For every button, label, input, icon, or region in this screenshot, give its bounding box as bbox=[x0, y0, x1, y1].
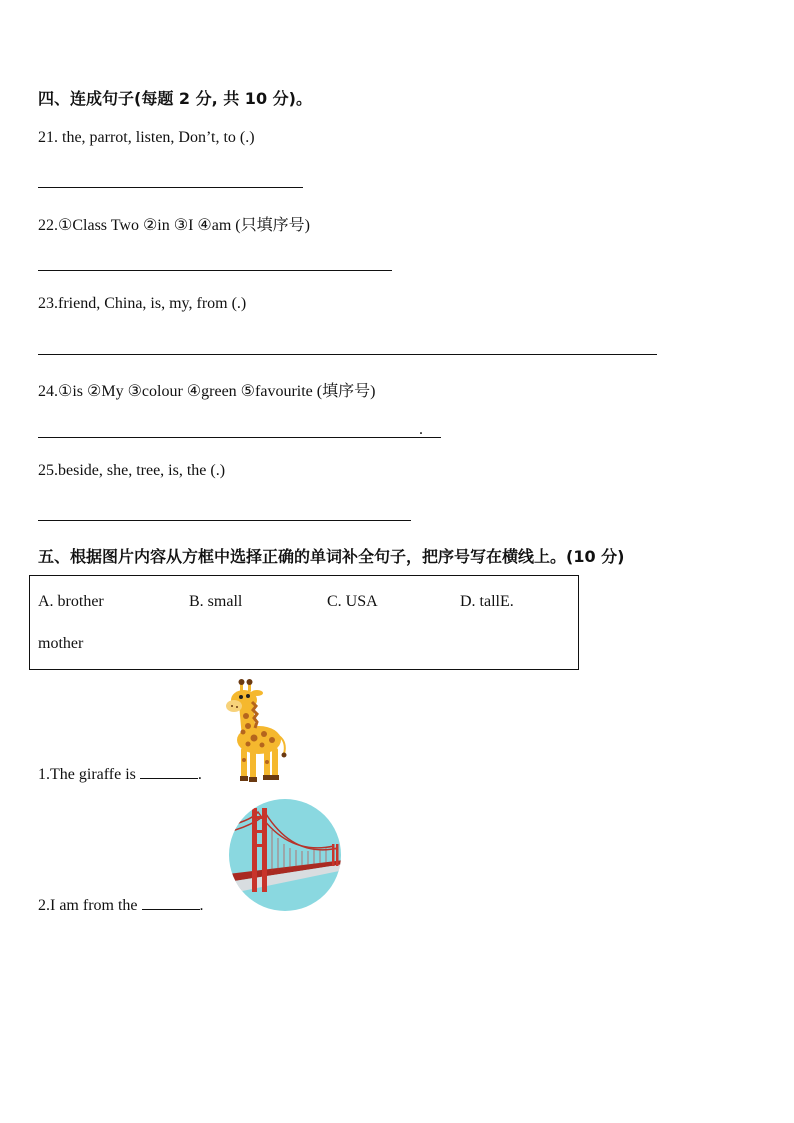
picture-question-2-text: 2.I am from the bbox=[38, 897, 142, 914]
option-b: B. small bbox=[189, 593, 243, 610]
picture-question-2 bbox=[38, 897, 204, 915]
question-24: 24.①is ②My ③colour ④green ⑤favourite (填序号) bbox=[38, 383, 376, 400]
answer-line-24[interactable] bbox=[38, 437, 441, 438]
option-e: mother bbox=[38, 635, 84, 652]
answer-line-22[interactable] bbox=[38, 270, 392, 271]
answer-blank-1[interactable] bbox=[140, 766, 198, 779]
question-25: 25.beside, she, tree, is, the (.) bbox=[38, 462, 226, 479]
picture-question-1-period: . bbox=[197, 766, 202, 783]
option-a: A. brother bbox=[38, 593, 104, 610]
answer-blank-2[interactable] bbox=[142, 897, 200, 910]
giraffe-icon bbox=[224, 676, 290, 784]
picture-question-1-text: 1.The giraffe is bbox=[38, 766, 140, 783]
question-21: 21. the, parrot, listen, Don’t, to (.) bbox=[38, 129, 255, 146]
answer-period-24: . bbox=[419, 421, 423, 438]
answer-line-25[interactable] bbox=[38, 520, 411, 521]
picture-question-2-period: . bbox=[199, 897, 204, 914]
answer-line-23[interactable] bbox=[38, 354, 657, 355]
question-22: 22.①Class Two ②in ③I ④am (只填序号) bbox=[38, 217, 310, 234]
question-23: 23.friend, China, is, my, from (.) bbox=[38, 295, 247, 312]
option-d: D. tallE. bbox=[460, 593, 514, 610]
option-c: C. USA bbox=[327, 593, 378, 610]
answer-line-21[interactable] bbox=[38, 187, 303, 188]
picture-question-1 bbox=[38, 766, 202, 784]
section-5-title: 五、根据图片内容从方框中选择正确的单词补全句子，把序号写在横线上。(10 分) bbox=[38, 547, 625, 566]
section-4-title: 四、连成句子(每题 2 分, 共 10 分)。 bbox=[38, 89, 312, 108]
bridge-icon bbox=[228, 798, 344, 914]
word-bank-box bbox=[29, 575, 579, 670]
